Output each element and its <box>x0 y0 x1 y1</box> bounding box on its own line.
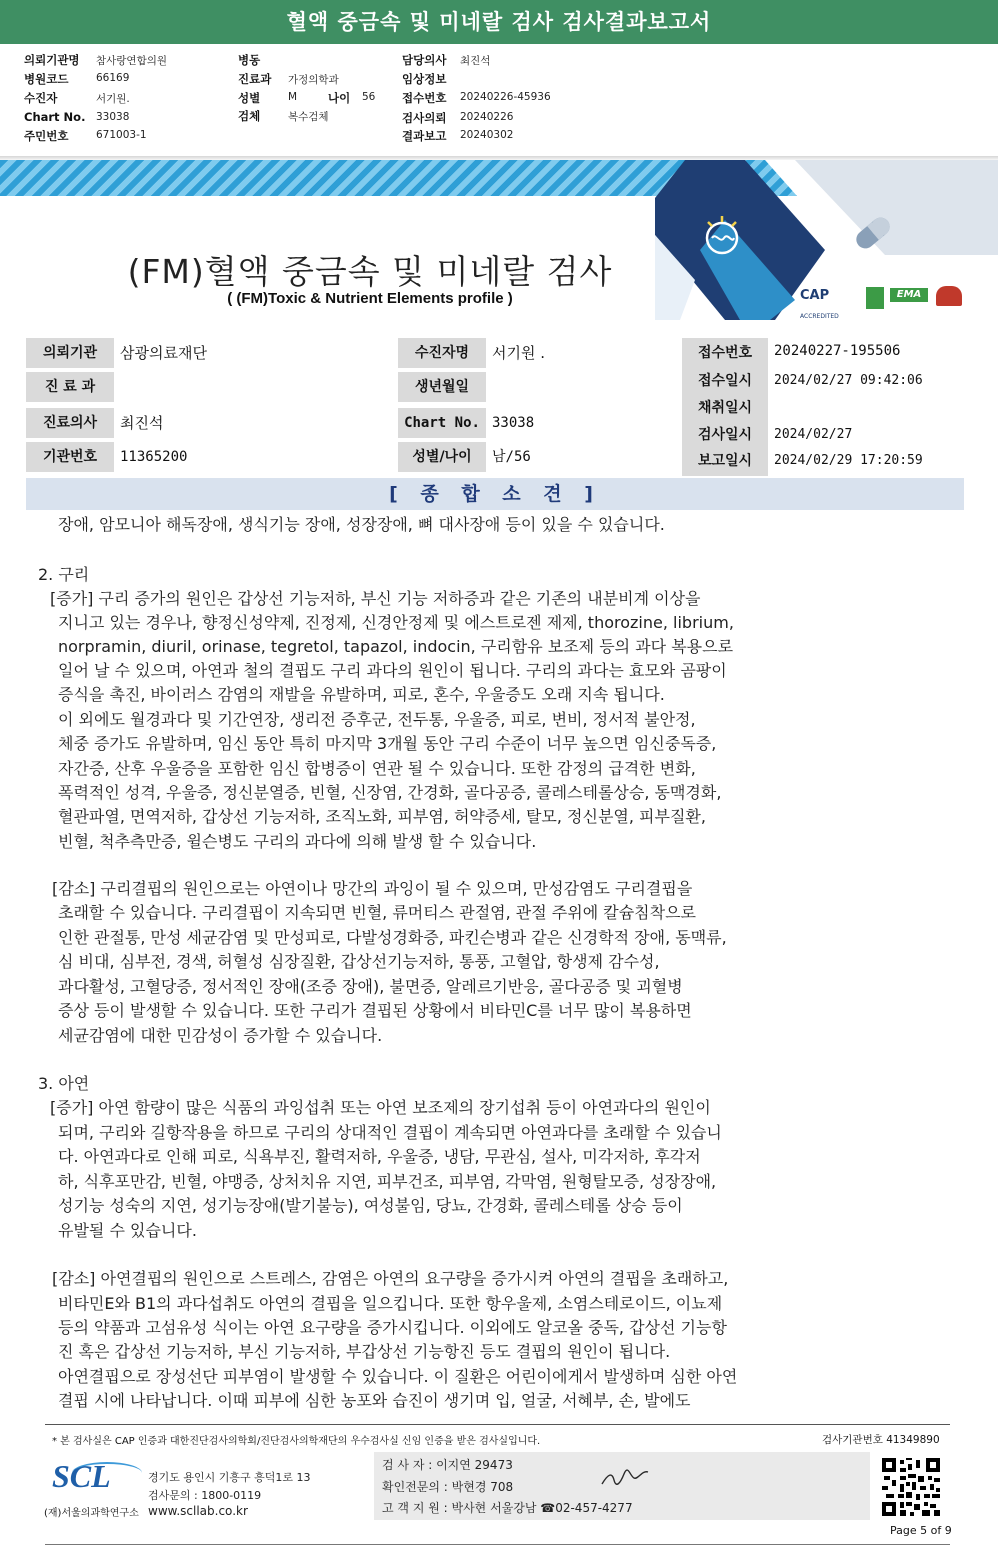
test-dt-label: 검사일시 <box>682 420 768 450</box>
receipt-value: 20240226-45936 <box>460 91 551 103</box>
receipt-label: 접수번호 <box>402 91 447 105</box>
result-label: 결과보고 <box>402 129 447 143</box>
scl-logo: SCL (재)서울의과학연구소 <box>44 1458 154 1520</box>
accreditation-note: * 본 검사실은 CAP 인증과 대한진단검사의학회/진단검사의학재단의 우수검사실 신임 인증을 받은 검사실입니다. <box>52 1436 541 1447</box>
header-info <box>0 44 998 158</box>
section-heading: 3. 아연 <box>38 1074 90 1093</box>
text-line: 되며, 구리와 길항작용을 하므로 구리의 상대적인 결핍이 계속되면 아연과다를 초래할 수 있습니 <box>58 1123 722 1142</box>
hosp-code-value: 66169 <box>96 72 130 84</box>
chart-value: 33038 <box>96 111 130 123</box>
ema-logo: EMA <box>890 288 928 302</box>
text-line: [감소] 구리결핍의 원인으로는 아연이나 망간의 과잉이 될 수 있으며, 만성감염도 구리결핍을 <box>52 879 693 898</box>
text-line: 진 혹은 갑상선 기능저하, 부신 기능저하, 부갑상선 기능항진 등도 결핍의 원인이 됩니다. <box>58 1342 671 1361</box>
receipt-dt-label: 접수일시 <box>682 366 768 396</box>
lab-number: 검사기관번호 41349890 <box>822 1434 940 1446</box>
doctor-value: 최진석 <box>120 414 164 432</box>
receipt-no-value: 20240227-195506 <box>774 343 901 359</box>
test-dt-value: 2024/02/27 <box>774 427 853 442</box>
lab-inquiry: 검사문의 : 1800-0119 <box>148 1489 262 1502</box>
sex-value: M <box>288 91 298 103</box>
recipient-value: 서기원. <box>96 93 130 105</box>
ward-label: 병동 <box>238 53 261 67</box>
text-line: 결핍 시에 나타납니다. 이때 피부에 심한 농포와 습진이 생기며 입, 얼굴, 서혜부, 손, 발에도 <box>58 1391 691 1410</box>
chart-label: Chart No. <box>398 408 486 438</box>
dept-value: 가정의학과 <box>288 74 339 86</box>
text-line: 성기능 성숙의 지연, 성기능장애(발기불능), 여성불임, 당뇨, 간경화, 콜레스테롤 상승 등이 <box>58 1196 683 1215</box>
hosp-code-label: 병원코드 <box>24 72 69 86</box>
dob-value <box>486 372 676 402</box>
text-line: [감소] 아연결핍의 원인으로 스트레스, 감염은 아연의 요구량을 증가시켜 아연의 결핍을 초래하고, <box>52 1269 729 1288</box>
test-req-value: 20240226 <box>460 111 514 123</box>
req-org-value: 참사랑연합의원 <box>96 55 168 67</box>
brain-icon <box>698 212 746 260</box>
page-number: Page 5 of 9 <box>890 1524 952 1537</box>
age-value: 56 <box>362 91 376 103</box>
text-line: 폭력적인 성격, 우울증, 정신분열증, 빈혈, 신장염, 간경화, 골다공증, 콜레스테롤상승, 동맥경화, <box>58 783 722 802</box>
text-line: 비타민E와 B1의 과다섭취도 아연의 결핍을 일으킵니다. 또한 항우울제, 소염스테로이드, 이뇨제 <box>58 1294 723 1313</box>
inst-label: 기관번호 <box>26 442 114 472</box>
support-info: 고 객 지 원 : 박사현 서울강남 ☎02-457-4277 <box>382 1501 633 1515</box>
text-line: 세균감염에 대한 민감성이 증가할 수 있습니다. <box>58 1026 383 1045</box>
receipt-no-label: 접수번호 <box>682 338 768 368</box>
chart-label: Chart No. <box>24 110 86 124</box>
lab-website[interactable]: www.scllab.co.kr <box>148 1504 248 1518</box>
dob-label: 생년월일 <box>398 372 486 402</box>
inst-value: 11365200 <box>120 449 188 465</box>
org-value: 삼광의료재단 <box>120 344 207 362</box>
text-line: 유발될 수 있습니다. <box>58 1221 197 1240</box>
org-label: 의뢰기관 <box>26 338 114 368</box>
text-line: 일어 날 수 있으며, 아연과 철의 결핍도 구리 과다의 원인이 됩니다. 구리의 과다는 효모와 곰팡이 <box>58 661 727 680</box>
doctor-value: 최진석 <box>460 55 491 67</box>
summary-title: [ 종 합 소 견 ] <box>26 478 964 510</box>
tester-info: 검 사 자 : 이지연 29473 <box>382 1458 513 1472</box>
recipient-label: 수진자 <box>24 91 58 105</box>
text-line: 아연결핍으로 장성선단 피부염이 발생할 수 있습니다. 이 질환은 어린이에게서 발생하며 심한 아연 <box>58 1367 738 1386</box>
text-line: [증가] 구리 증가의 원인은 갑상선 기능저하, 부신 기능 저하증과 같은 기존의 내분비계 이상을 <box>50 589 701 608</box>
report-dt-value: 2024/02/29 17:20:59 <box>774 453 923 468</box>
name-label: 수진자명 <box>398 338 486 368</box>
main-title: (FM)혈액 중금속 및 미네랄 검사 <box>127 252 613 291</box>
footer-divider <box>45 1424 950 1425</box>
lm-logo <box>866 287 884 309</box>
specialist-info: 확인전문의 : 박현경 708 <box>382 1480 514 1494</box>
receipt-dt-value: 2024/02/27 09:42:06 <box>774 373 923 388</box>
dept-value <box>114 372 398 402</box>
text-line: 증식을 촉진, 바이러스 감염의 재발을 유발하며, 피로, 혼수, 우울증도 오래 지속 됩니다. <box>58 685 665 704</box>
collect-value <box>768 393 964 423</box>
text-line: 등의 약품과 고섬유성 식이는 아연 요구량을 증가시킵니다. 이외에도 알코올 중독, 갑상선 기능항 <box>58 1318 727 1337</box>
text-line: 심 비대, 심부전, 경색, 허혈성 심장질환, 갑상선기능저하, 통풍, 고혈압, 항생제 감수성, <box>58 952 660 971</box>
sexage-label: 성별/나이 <box>398 442 486 472</box>
text-line: 장애, 암모니아 해독장애, 생식기능 장애, 성장장애, 뼈 대사장애 등이 있을 수 있습니다. <box>58 515 665 534</box>
dept-label: 진료과 <box>238 72 272 86</box>
text-line: 자간증, 산후 우울증을 포함한 임신 합병증이 연관 될 수 있습니다. 또한 감정의 급격한 변화, <box>58 759 696 778</box>
dept-label: 진 료 과 <box>26 372 114 402</box>
collect-label: 채취일시 <box>682 393 768 423</box>
section-heading: 2. 구리 <box>38 565 90 584</box>
text-line: 이 외에도 월경과다 및 기간연장, 생리전 증후군, 전두통, 우울증, 피로, 변비, 정서적 불안정, <box>58 710 696 729</box>
test-req-label: 검사의뢰 <box>402 111 447 125</box>
report-title: 혈액 중금속 및 미네랄 검사 검사결과보고서 <box>0 0 998 44</box>
text-line: 과다활성, 고혈당증, 정서적인 장애(조증 장애), 불면증, 알레르기반응, 골다공증 및 괴혈병 <box>58 977 683 996</box>
signature-image <box>598 1466 654 1492</box>
sex-label: 성별 <box>238 91 261 105</box>
req-org-label: 의뢰기관명 <box>24 53 80 67</box>
text-line: 다. 아연과다로 인해 피로, 식욕부진, 활력저하, 우울증, 냉담, 무관심, 설사, 미각저하, 후각저 <box>58 1147 701 1166</box>
cap-logo: CAP ACCREDITED <box>800 288 839 320</box>
main-subtitle: ( (FM)Toxic & Nutrient Elements profile ) <box>227 290 513 307</box>
text-line: 체중 증가도 유발하며, 임신 동안 특히 마지막 3개월 동안 구리 수준이 너무 높으면 임신중독증, <box>58 734 717 753</box>
bottom-divider <box>45 1544 950 1545</box>
text-line: 증상 등이 발생할 수 있습니다. 또한 구리가 결핍된 상황에서 비타민C를 너무 많이 복용하면 <box>58 1001 692 1020</box>
text-line: 빈혈, 척추측만증, 윌슨병도 구리의 과다에 의해 발생 할 수 있습니다. <box>58 832 537 851</box>
text-line: [증가] 아연 함량이 많은 식품의 과잉섭취 또는 아연 보조제의 장기섭취 등이 아연과다의 원인이 <box>50 1098 711 1117</box>
chart-value: 33038 <box>492 415 535 431</box>
rrn-label: 주민번호 <box>24 129 69 143</box>
text-line: 혈관파열, 면역저하, 갑상선 기능저하, 조직노화, 피부염, 허약증세, 탈모, 정신분열, 피부질환, <box>58 807 706 826</box>
text-line: 하, 식후포만감, 빈혈, 야맹증, 상처치유 지연, 피부건조, 피부염, 각막염, 원형탈모증, 성장장애, <box>58 1172 717 1191</box>
result-value: 20240302 <box>460 129 514 141</box>
text-line: 인한 관절통, 만성 세균감염 및 만성피로, 다발성경화증, 파킨슨병과 같은 신경학적 장애, 동맥류, <box>58 928 727 947</box>
rrn-value: 671003-1 <box>96 129 147 141</box>
amab-logo <box>936 286 962 306</box>
clinical-label: 임상정보 <box>402 72 447 86</box>
qr-code <box>882 1458 940 1516</box>
text-line: 초래할 수 있습니다. 구리결핍이 지속되면 빈혈, 류머티스 관절염, 관절 주위에 칼슘침착으로 <box>58 903 696 922</box>
doctor-label: 진료의사 <box>26 408 114 438</box>
text-line: 지니고 있는 경우나, 향정신성약제, 진정제, 신경안정제 및 에스트로젠 제제, thorozine, librium, <box>58 613 734 632</box>
specimen-value: 복수검체 <box>288 111 329 123</box>
name-value: 서기원 . <box>492 344 546 362</box>
text-line: norpramin, diuril, orinase, tegretol, tapazol, indocin, 구리함유 보조제 등의 과다 복용으로 <box>58 637 734 656</box>
sexage-value: 남/56 <box>492 449 531 465</box>
specimen-label: 검체 <box>238 109 261 123</box>
lab-address: 경기도 용인시 기흥구 흥덕1로 13 <box>148 1471 311 1484</box>
age-label: 나이 <box>328 91 351 105</box>
report-dt-label: 보고일시 <box>682 446 768 476</box>
doctor-label: 담당의사 <box>402 53 447 67</box>
capsule-icon <box>848 208 898 258</box>
